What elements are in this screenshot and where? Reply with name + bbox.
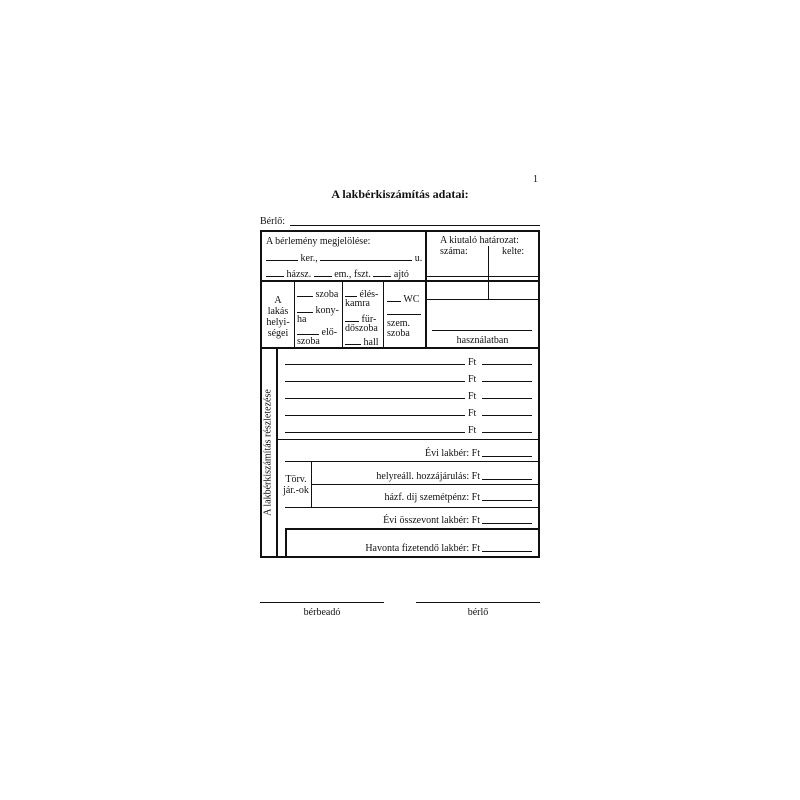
personal-room-field[interactable]	[387, 314, 421, 315]
bathroom-count: für-	[345, 313, 376, 325]
district-row	[266, 252, 422, 264]
wc-count: WC	[387, 293, 419, 305]
restoration-contribution-field[interactable]	[482, 479, 532, 480]
statutory-label: Törv. jár.-ok	[283, 474, 309, 496]
amount-field-3[interactable]	[482, 398, 532, 399]
monthly-box-left	[285, 528, 287, 558]
rooms-divider-2	[342, 281, 343, 348]
divider-statutory	[285, 507, 540, 508]
annual-rent-field[interactable]	[482, 456, 532, 457]
landlord-label: bérbeadó	[303, 607, 341, 618]
tenant-label: Bérlő:	[260, 216, 285, 227]
combined-annual-rent-field[interactable]	[482, 523, 532, 524]
divider-header	[260, 280, 540, 282]
hallway-count: hall	[345, 336, 379, 348]
allocation-divider	[488, 246, 489, 299]
tenant-signature-line[interactable]	[416, 602, 540, 603]
form-title: A lakbérkiszámítás adatai:	[331, 187, 469, 201]
amount-field-4[interactable]	[482, 415, 532, 416]
hall-label-2: szoba	[297, 336, 320, 347]
in-use-label: használatban	[456, 335, 509, 346]
rooms-divider-1	[294, 281, 295, 348]
amount-field-1[interactable]	[482, 364, 532, 365]
tenant-signature-label: bérlő	[467, 607, 489, 618]
hall-count: elő-	[297, 326, 337, 338]
monthly-rent-field[interactable]	[482, 551, 532, 552]
divider-annual	[285, 461, 540, 462]
ft-label-3: Ft	[468, 391, 477, 402]
in-use-field[interactable]	[432, 330, 532, 331]
kitchen-count: kony-	[297, 304, 339, 316]
divider-restoration	[312, 484, 540, 485]
rooms-side-label: A lakás helyi- ségei	[266, 295, 290, 339]
calc-side-divider	[276, 348, 278, 558]
caretaker-fee-field[interactable]	[482, 500, 532, 501]
divider-rooms	[260, 347, 540, 349]
allocation-label: A kiutaló határozat:	[440, 235, 519, 246]
rooms-divider-3	[383, 281, 384, 348]
monthly-rent-label: Havonta fizetendő lakbér: Ft	[365, 543, 480, 554]
street-label: u.	[414, 253, 423, 264]
kitchen-label-2: ha	[297, 314, 307, 325]
divider-header-vertical	[425, 230, 427, 348]
floor-label: em., fszt.	[334, 269, 371, 280]
combined-annual-rent-label: Évi összevont lakbér: Ft	[383, 515, 480, 526]
amount-field-2[interactable]	[482, 381, 532, 382]
bathroom-label-2: dőszoba	[345, 323, 378, 334]
house-number-field[interactable]	[266, 268, 284, 277]
divider-items	[277, 439, 540, 440]
ft-label-5: Ft	[468, 425, 477, 436]
district-label: ker.,	[300, 253, 318, 264]
floor-field[interactable]	[314, 268, 332, 277]
landlord-signature-line[interactable]	[260, 602, 384, 603]
annual-rent-label: Évi lakbér: Ft	[425, 448, 480, 459]
ft-label-1: Ft	[468, 357, 477, 368]
ft-label-2: Ft	[468, 374, 477, 385]
door-label: ajtó	[393, 269, 409, 280]
allocation-number-label: száma:	[440, 246, 468, 257]
allocation-bottom-line	[425, 299, 540, 300]
door-field[interactable]	[373, 268, 391, 277]
street-field[interactable]	[320, 252, 412, 261]
designation-label: A bérlemény megjelölése:	[266, 236, 371, 247]
tenant-field[interactable]	[290, 225, 540, 226]
pantry-label-2: kamra	[345, 298, 370, 309]
item-line-2[interactable]	[285, 381, 465, 382]
restoration-contribution-label: helyreáll. hozzájárulás: Ft	[376, 471, 480, 482]
allocation-field-line[interactable]	[425, 276, 540, 277]
address-row	[266, 268, 409, 280]
room-count: szoba	[297, 288, 338, 300]
item-line-4[interactable]	[285, 415, 465, 416]
item-line-5[interactable]	[285, 432, 465, 433]
personal-room-label: szem.	[387, 318, 411, 329]
ft-label-4: Ft	[468, 408, 477, 419]
monthly-box-top	[285, 528, 540, 530]
item-line-1[interactable]	[285, 364, 465, 365]
personal-room-label-2: szoba	[387, 328, 410, 339]
page-number: 1	[533, 174, 538, 185]
amount-field-5[interactable]	[482, 432, 532, 433]
district-field[interactable]	[266, 252, 298, 261]
allocation-date-label: kelte:	[502, 246, 525, 257]
item-line-3[interactable]	[285, 398, 465, 399]
caretaker-fee-label: házf. díj szemétpénz: Ft	[384, 492, 480, 503]
house-number-label: házsz.	[286, 269, 312, 280]
calc-vertical-label: A lakbérkiszámítás részletezése	[262, 389, 274, 516]
pantry-count: élés-	[345, 288, 378, 300]
